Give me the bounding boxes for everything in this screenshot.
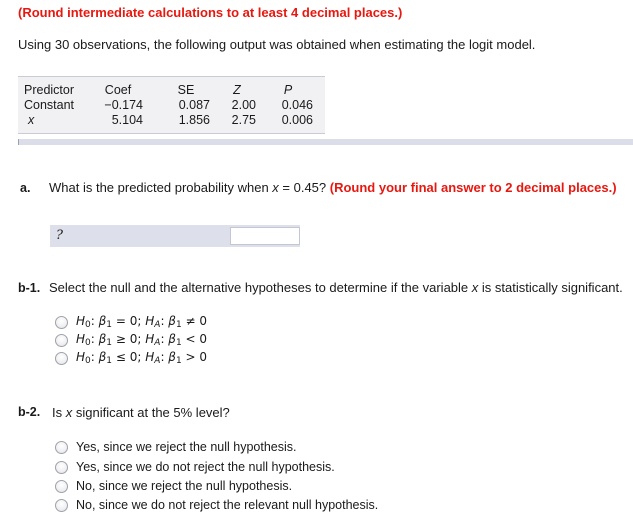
row-z: 2.75: [231, 113, 256, 127]
significance-option-1[interactable]: [55, 438, 297, 456]
part-a-question: What is the predicted probability when x = 0.45? (Round your final answer to 2 decimal places.): [49, 180, 617, 195]
option-label: Yes, since we reject the null hypothesis.: [76, 440, 297, 454]
part-b2-question: Is x significant at the 5% level?: [52, 405, 230, 420]
significance-option-2[interactable]: [55, 458, 335, 476]
part-b2-label: b-2.: [18, 405, 41, 419]
radio-button[interactable]: [55, 441, 68, 454]
row-predictor: x: [28, 113, 35, 127]
radio-button[interactable]: [55, 334, 68, 347]
hint-icon[interactable]: ?: [56, 228, 63, 243]
logit-output-table: [18, 76, 325, 134]
answer-input[interactable]: [230, 227, 300, 245]
section-divider: [18, 139, 633, 145]
hypothesis-option-2[interactable]: [55, 331, 207, 349]
part-b1-question: Select the null and the alternative hypotheses to determine if the variable x is statistically significant.: [49, 280, 623, 295]
rounding-instruction: (Round intermediate calculations to at least 4 decimal places.): [18, 5, 403, 20]
option-label: Yes, since we do not reject the null hypothesis.: [76, 460, 335, 474]
hypothesis-option-1[interactable]: [55, 313, 207, 331]
header-se: SE: [177, 83, 195, 97]
row-predictor: Constant: [24, 98, 75, 112]
problem-intro: Using 30 observations, the following output was obtained when estimating the logit model.: [18, 37, 536, 52]
radio-button[interactable]: [55, 461, 68, 474]
row-p: 0.046: [281, 98, 313, 112]
header-z: Z: [233, 83, 241, 97]
row-coef: 5.104: [111, 113, 143, 127]
row-se: 1.856: [178, 113, 210, 127]
header-p: P: [283, 83, 293, 97]
hypothesis-label: $H_0$: $\beta_1 = 0$; $H_A$: $\beta_1 \ne 0$: [76, 314, 208, 330]
hypothesis-option-3[interactable]: [55, 349, 207, 367]
row-z: 2.00: [231, 98, 256, 112]
row-se: 0.087: [178, 98, 210, 112]
row-p: 0.006: [281, 113, 313, 127]
radio-button[interactable]: [55, 316, 68, 329]
hypothesis-label: $H_0$: $\beta_1 \ge 0$; $H_A$: $\beta_1 < 0$: [76, 332, 208, 348]
option-label: No, since we reject the null hypothesis.: [76, 479, 293, 493]
significance-option-4[interactable]: [55, 496, 378, 514]
header-predictor: Predictor: [24, 83, 75, 97]
part-a-label: a.: [20, 181, 31, 195]
radio-button[interactable]: [55, 352, 68, 365]
hypothesis-label: $H_0$: $\beta_1 \le 0$; $H_A$: $\beta_1 > 0$: [76, 350, 208, 366]
radio-button[interactable]: [55, 499, 68, 512]
significance-option-3[interactable]: [55, 477, 292, 495]
radio-button[interactable]: [55, 480, 68, 493]
part-a-round-note: (Round your final answer to 2 decimal places.): [329, 180, 617, 195]
part-b1-label: b-1.: [18, 281, 41, 295]
row-coef: −0.174: [104, 98, 143, 112]
option-label: No, since we do not reject the relevant null hypothesis.: [76, 498, 379, 512]
header-coef: Coef: [104, 83, 132, 97]
